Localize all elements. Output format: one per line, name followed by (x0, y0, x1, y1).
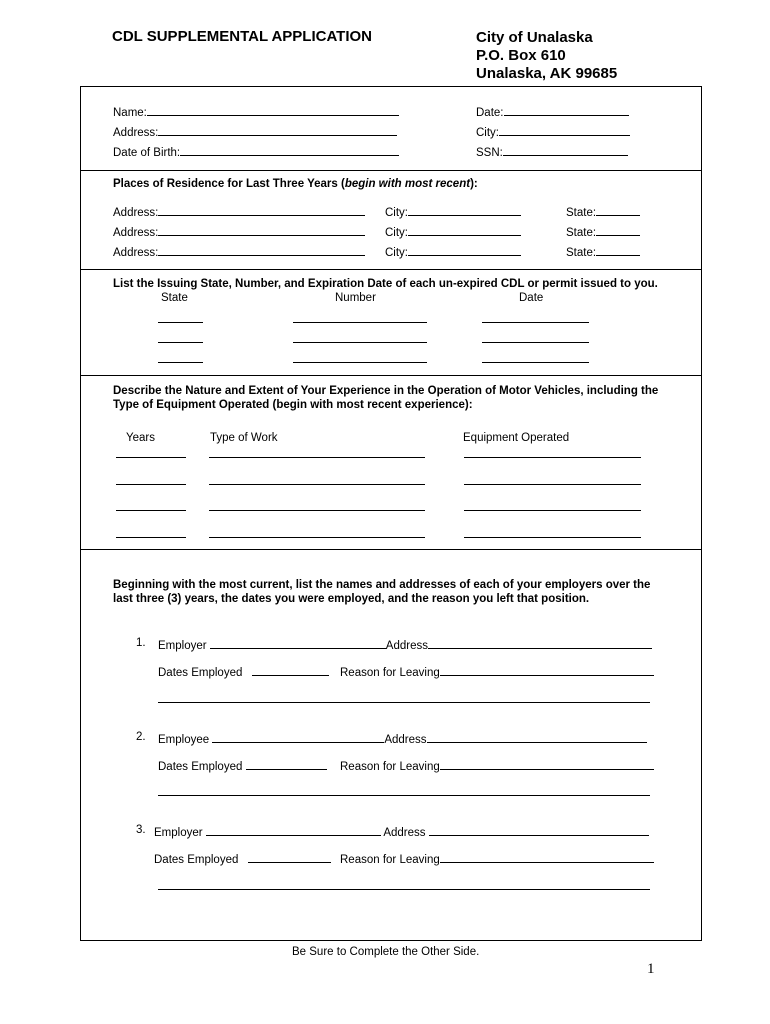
employer-2-dates-field[interactable]: Dates Employed (158, 758, 327, 773)
experience-years-blank[interactable] (116, 537, 186, 538)
experience-col-type: Type of Work (210, 432, 278, 444)
license-date-blank[interactable] (482, 342, 589, 343)
license-number-blank[interactable] (293, 322, 427, 323)
residence-state-3[interactable]: State: (566, 244, 640, 259)
address-field[interactable]: Address: (113, 124, 397, 139)
license-date-blank[interactable] (482, 322, 589, 323)
employers-heading-2: last three (3) years, the dates you were employed, and the reason you left that position. (113, 593, 590, 605)
residence-city-1[interactable]: City: (385, 204, 521, 219)
form-title: CDL SUPPLEMENTAL APPLICATION (112, 28, 373, 45)
employer-1-reason-field[interactable]: Reason for Leaving (340, 664, 654, 679)
experience-col-years: Years (126, 432, 155, 444)
section-divider (80, 86, 702, 87)
dob-field[interactable]: Date of Birth: (113, 144, 399, 159)
license-number-blank[interactable] (293, 362, 427, 363)
date-field[interactable]: Date: (476, 104, 629, 119)
licenses-col-state: State (161, 292, 188, 304)
experience-equipment-blank[interactable] (464, 510, 641, 511)
residence-heading: Places of Residence for Last Three Years (begin with most recent): (113, 178, 478, 190)
employer-1-name-field[interactable]: Employer Address (158, 637, 652, 652)
section-divider (80, 269, 702, 270)
city-field[interactable]: City: (476, 124, 630, 139)
residence-address-3[interactable]: Address: (113, 244, 365, 259)
employer-1-dates-field[interactable]: Dates Employed (158, 664, 329, 679)
employer-1-reason-continuation[interactable] (158, 702, 650, 703)
experience-equipment-blank[interactable] (464, 457, 641, 458)
experience-heading-2: Type of Equipment Operated (begin with most recent experience): (113, 399, 473, 411)
experience-years-blank[interactable] (116, 510, 186, 511)
footer-note: Be Sure to Complete the Other Side. (292, 946, 480, 958)
license-state-blank[interactable] (158, 362, 203, 363)
section-divider (80, 549, 702, 550)
page-number: 1 (647, 961, 655, 977)
residence-state-2[interactable]: State: (566, 224, 640, 239)
licenses-col-date: Date (519, 292, 544, 304)
experience-type-blank[interactable] (209, 510, 425, 511)
experience-equipment-blank[interactable] (464, 484, 641, 485)
employer-1-number: 1. (136, 637, 146, 649)
org-city: Unalaska, AK 99685 (476, 65, 618, 82)
license-state-blank[interactable] (158, 342, 203, 343)
ssn-field[interactable]: SSN: (476, 144, 628, 159)
employers-heading-1: Beginning with the most current, list the names and addresses of each of your employers over the (113, 579, 651, 591)
org-name: City of Unalaska (476, 29, 593, 46)
employer-3-number: 3. (136, 824, 146, 836)
employer-3-reason-field[interactable]: Reason for Leaving (340, 851, 654, 866)
form-bottom-border (80, 940, 702, 941)
employer-3-name-field[interactable]: Employer Address (154, 824, 649, 839)
section-divider (80, 170, 702, 171)
employer-3-reason-continuation[interactable] (158, 889, 650, 890)
experience-type-blank[interactable] (209, 457, 425, 458)
experience-type-blank[interactable] (209, 537, 425, 538)
experience-heading-1: Describe the Nature and Extent of Your Experience in the Operation of Motor Vehicles, including the (113, 385, 659, 397)
experience-col-equipment: Equipment Operated (463, 432, 570, 444)
form-right-border (701, 86, 702, 941)
org-address: P.O. Box 610 (476, 47, 566, 64)
employer-2-name-field[interactable]: Employee Address (158, 731, 647, 746)
employer-2-number: 2. (136, 731, 146, 743)
experience-type-blank[interactable] (209, 484, 425, 485)
form-left-border (80, 86, 81, 941)
residence-city-2[interactable]: City: (385, 224, 521, 239)
experience-years-blank[interactable] (116, 457, 186, 458)
employer-2-reason-continuation[interactable] (158, 795, 650, 796)
section-divider (80, 375, 702, 376)
residence-city-3[interactable]: City: (385, 244, 521, 259)
experience-equipment-blank[interactable] (464, 537, 641, 538)
experience-years-blank[interactable] (116, 484, 186, 485)
name-field[interactable]: Name: (113, 104, 399, 119)
residence-address-2[interactable]: Address: (113, 224, 365, 239)
licenses-heading: List the Issuing State, Number, and Expiration Date of each un-expired CDL or permit issued to you. (113, 278, 658, 290)
license-date-blank[interactable] (482, 362, 589, 363)
license-state-blank[interactable] (158, 322, 203, 323)
employer-2-reason-field[interactable]: Reason for Leaving (340, 758, 654, 773)
residence-state-1[interactable]: State: (566, 204, 640, 219)
employer-3-dates-field[interactable]: Dates Employed (154, 851, 331, 866)
licenses-col-number: Number (335, 292, 376, 304)
residence-address-1[interactable]: Address: (113, 204, 365, 219)
license-number-blank[interactable] (293, 342, 427, 343)
